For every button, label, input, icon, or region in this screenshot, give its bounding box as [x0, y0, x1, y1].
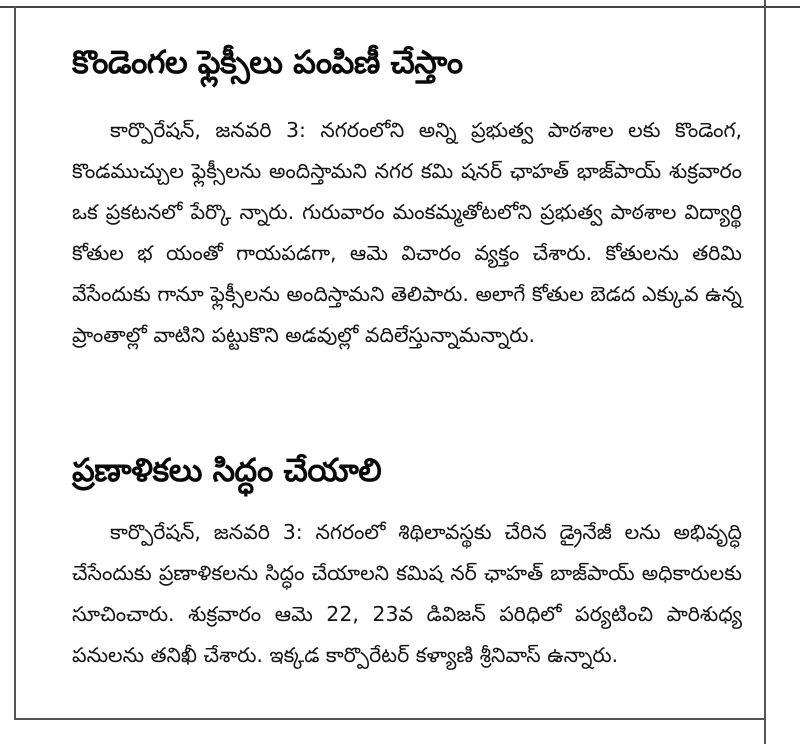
left-column-rule [14, 6, 16, 718]
news-article-drainage-plans [72, 444, 742, 676]
top-border-rule [0, 6, 800, 8]
bottom-border-rule [14, 718, 766, 720]
news-article-flexi-distribution [72, 36, 742, 356]
right-column-rule [764, 0, 766, 744]
article-headline: ప్రణాళికలు సిద్ధం చేయాలి [72, 451, 382, 489]
article-body: కార్పొరేషన్‌, జనవరి 3: నగరంలో శిథిలావస్థకు చేరిన డ్రైనేజీ లను అభివృద్ధి చేసేందుకు ప్రణాళికలను సిద్ధం చేయాలని కమిష నర్‌ ఛాహత్‌ బాజ్‌పాయ్‌ అధికారులకు సూచించారు. శుక్రవారం ఆమె 22, 23వ డివిజన్‌ పరిధిలో పర్యటించి పారిశుధ్య పనులను తనిఖీ చేశారు. ఇక్కడ కార్పొరేటర్‌ కళ్యాణి శ్రీనివాస్‌ ఉన్నారు. [72, 520, 742, 667]
article-body: కార్పొరేషన్‌, జనవరి 3: నగరంలోని అన్ని ప్రభుత్వ పాఠశాల లకు కొండెంగ, కొండముచ్చుల ఫ్లెక్సీలను అందిస్తామని నగర కమి షనర్‌ ఛాహత్‌ భాజ్‌పాయ్‌ శుక్రవారం ఒక ప్రకటనలో పేర్కొ న్నారు. గురువారం మంకమ్మతోటలోని ప్రభుత్వ పాఠశాల విద్యార్థి కోతుల భ యంతో గాయపడగా, ఆమె విచారం వ్యక్తం చేశారు. కోతులను తరిమి వేసేందుకు గానూ ఫ్లెక్సీలను అందిస్తామని తెలిపారు. అలాగే కోతుల బెడద ఎక్కువ ఉన్న ప్రాంతాల్లో వాటిని పట్టుకొని అడవుల్లో వదిలేస్తున్నామన్నారు. [72, 118, 742, 347]
article-headline: కొండెంగల ఫ్లెక్సీలు పంపిణీ చేస్తాం [72, 43, 463, 81]
